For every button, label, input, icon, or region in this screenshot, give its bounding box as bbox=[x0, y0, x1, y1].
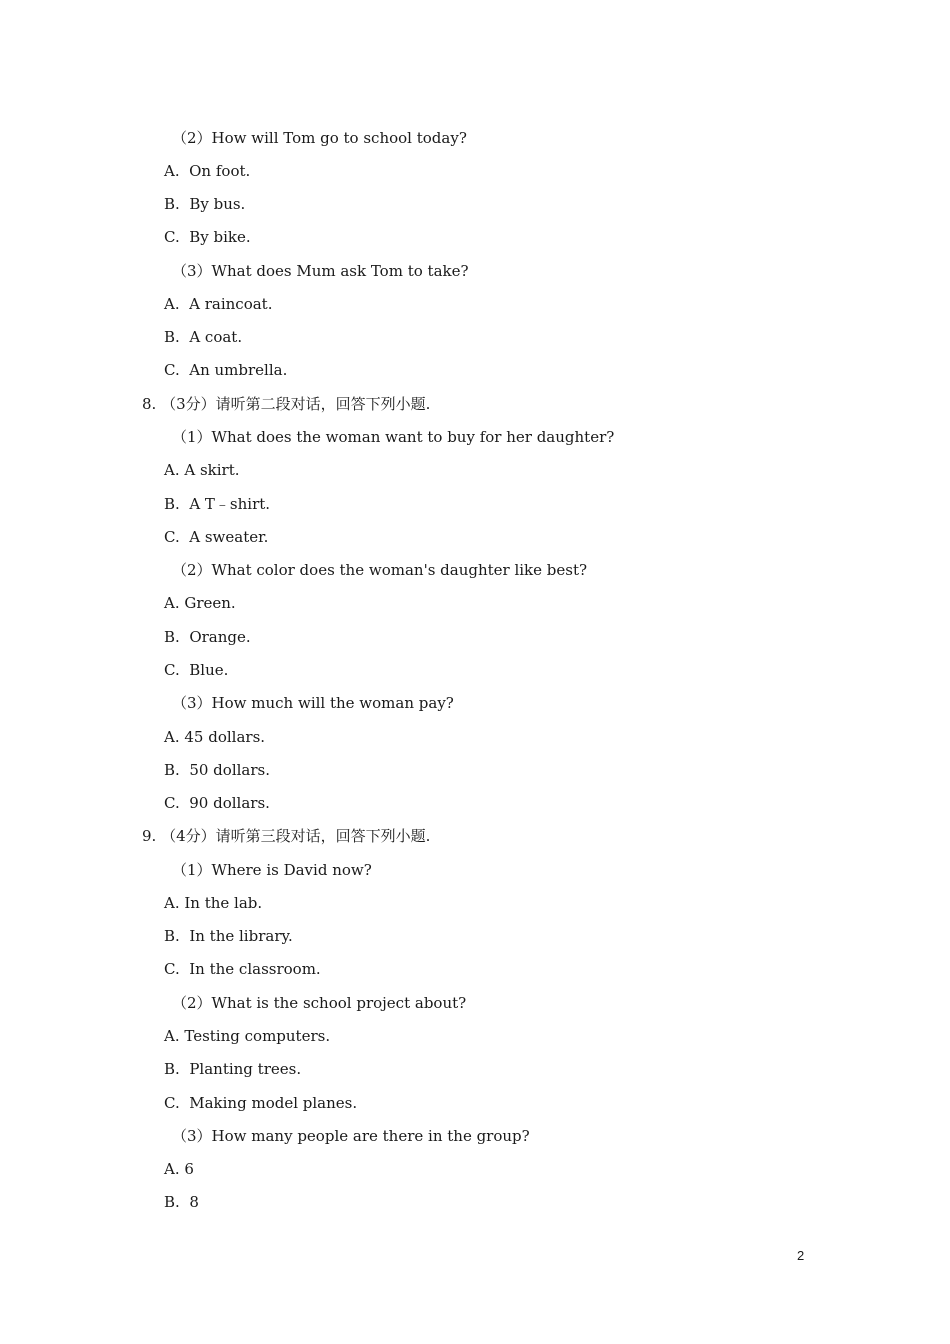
option-a: A. Testing computers. bbox=[164, 1027, 331, 1045]
option-a: A. A skirt. bbox=[164, 461, 240, 479]
option-a: A. 45 dollars. bbox=[164, 728, 266, 746]
option-c: C. Blue. bbox=[164, 661, 229, 679]
option-b: B. Planting trees. bbox=[164, 1060, 302, 1078]
page-number: 2 bbox=[797, 1248, 805, 1263]
option-a: A. A raincoat. bbox=[164, 295, 273, 313]
option-c: C. 90 dollars. bbox=[164, 794, 270, 812]
option-c: C. Making model planes. bbox=[164, 1094, 358, 1112]
question-8-2-prompt: （2）What color does the woman's daughter like best? bbox=[172, 561, 588, 579]
option-a: A. Green. bbox=[164, 594, 236, 612]
question-9-3-prompt: （3）How many people are there in the group? bbox=[172, 1127, 530, 1145]
option-c: C. In the classroom. bbox=[164, 960, 321, 978]
option-b: B. In the library. bbox=[164, 927, 293, 945]
question-9-heading: 9. （4分）请听第三段对话，回答下列小题. bbox=[142, 827, 431, 845]
option-b: B. Orange. bbox=[164, 628, 251, 646]
option-a: A. In the lab. bbox=[164, 894, 263, 912]
question-8-3-prompt: （3）How much will the woman pay? bbox=[172, 694, 454, 712]
option-c: C. A sweater. bbox=[164, 528, 269, 546]
question-9-2-prompt: （2）What is the school project about? bbox=[172, 994, 467, 1012]
question-8-heading: 8. （3分）请听第二段对话，回答下列小题. bbox=[142, 395, 431, 413]
option-a: A. On foot. bbox=[164, 162, 251, 180]
option-c: C. By bike. bbox=[164, 228, 251, 246]
option-b: B. By bus. bbox=[164, 195, 246, 213]
question-9-1-prompt: （1）Where is David now? bbox=[172, 861, 372, 879]
question-7-2-prompt: （2）How will Tom go to school today? bbox=[172, 129, 467, 147]
question-8-1-prompt: （1）What does the woman want to buy for her daughter? bbox=[172, 428, 615, 446]
option-b: B. 50 dollars. bbox=[164, 761, 270, 779]
question-7-3-prompt: （3）What does Mum ask Tom to take? bbox=[172, 262, 469, 280]
option-b: B. A coat. bbox=[164, 328, 243, 346]
option-b: B. 8 bbox=[164, 1193, 199, 1211]
option-b: B. A T﹣shirt. bbox=[164, 495, 271, 513]
option-c: C. An umbrella. bbox=[164, 361, 288, 379]
option-a: A. 6 bbox=[164, 1160, 194, 1178]
